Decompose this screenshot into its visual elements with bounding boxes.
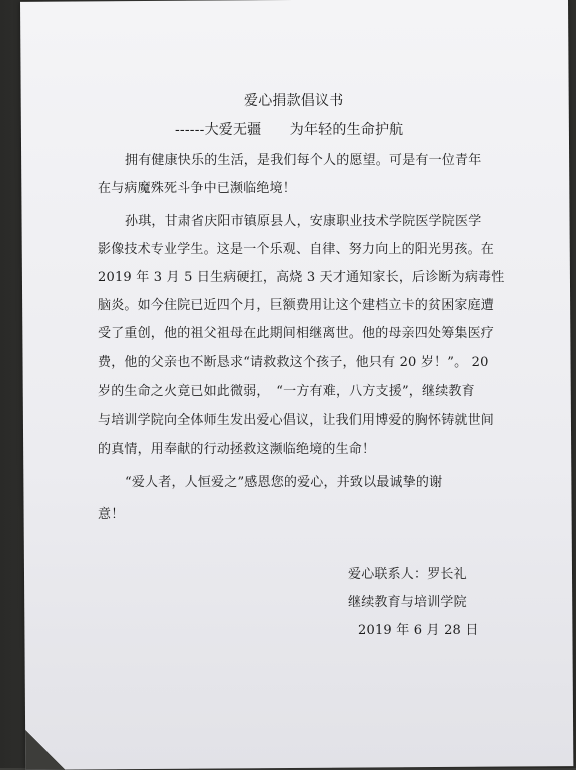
body-line-3: 孙琪，甘肃省庆阳市镇原县人，安康职业技术学院医学院医学 <box>125 214 482 229</box>
signature-contact: 爱心联系人：罗长礼 <box>348 567 467 582</box>
body-line-7: 受了重创，他的祖父祖母在此期间相继离世。他的母亲四处筹集医疗 <box>98 326 495 341</box>
document-title: 爱心捐款倡议书 <box>244 93 344 109</box>
body-line-8: 费，他的父亲也不断恳求“请救救这个孩子，他只有 20 岁！”。 20 <box>98 355 489 370</box>
body-line-9: 岁的生命之火竟已如此微弱， “一方有难，八方支援”，继续教育 <box>98 384 475 399</box>
paper-corner-shadow <box>25 730 65 770</box>
body-line-1: 拥有健康快乐的生活，是我们每个人的愿望。可是有一位青年 <box>125 153 482 168</box>
body-line-13: 意！ <box>98 507 125 522</box>
document-subtitle: ------大爱无疆 为年轻的生命护航 <box>175 122 404 138</box>
body-line-6: 脑炎。如今住院已近四个月，巨额费用让这个建档立卡的贫困家庭遭 <box>98 298 495 313</box>
signature-date: 2019 年 6 月 28 日 <box>358 623 479 638</box>
body-line-4: 影像技术专业学生。这是一个乐观、自律、努力向上的阳光男孩。在 <box>98 242 495 257</box>
body-line-11: 的真情，用奉献的行动拯救这濒临绝境的生命！ <box>98 442 376 457</box>
body-line-5: 2019 年 3 月 5 日生病硬扛，高烧 3 天才通知家长，后诊断为病毒性 <box>98 270 505 285</box>
body-line-10: 与培训学院向全体师生发出爱心倡议，让我们用博爱的胸怀铸就世间 <box>98 413 495 428</box>
signature-organization: 继续教育与培训学院 <box>348 595 467 610</box>
body-line-12: “爱人者，人恒爱之”感恩您的爱心，并致以最诚挚的谢 <box>125 475 443 490</box>
body-line-2: 在与病魔殊死斗争中已濒临绝境！ <box>98 181 297 196</box>
